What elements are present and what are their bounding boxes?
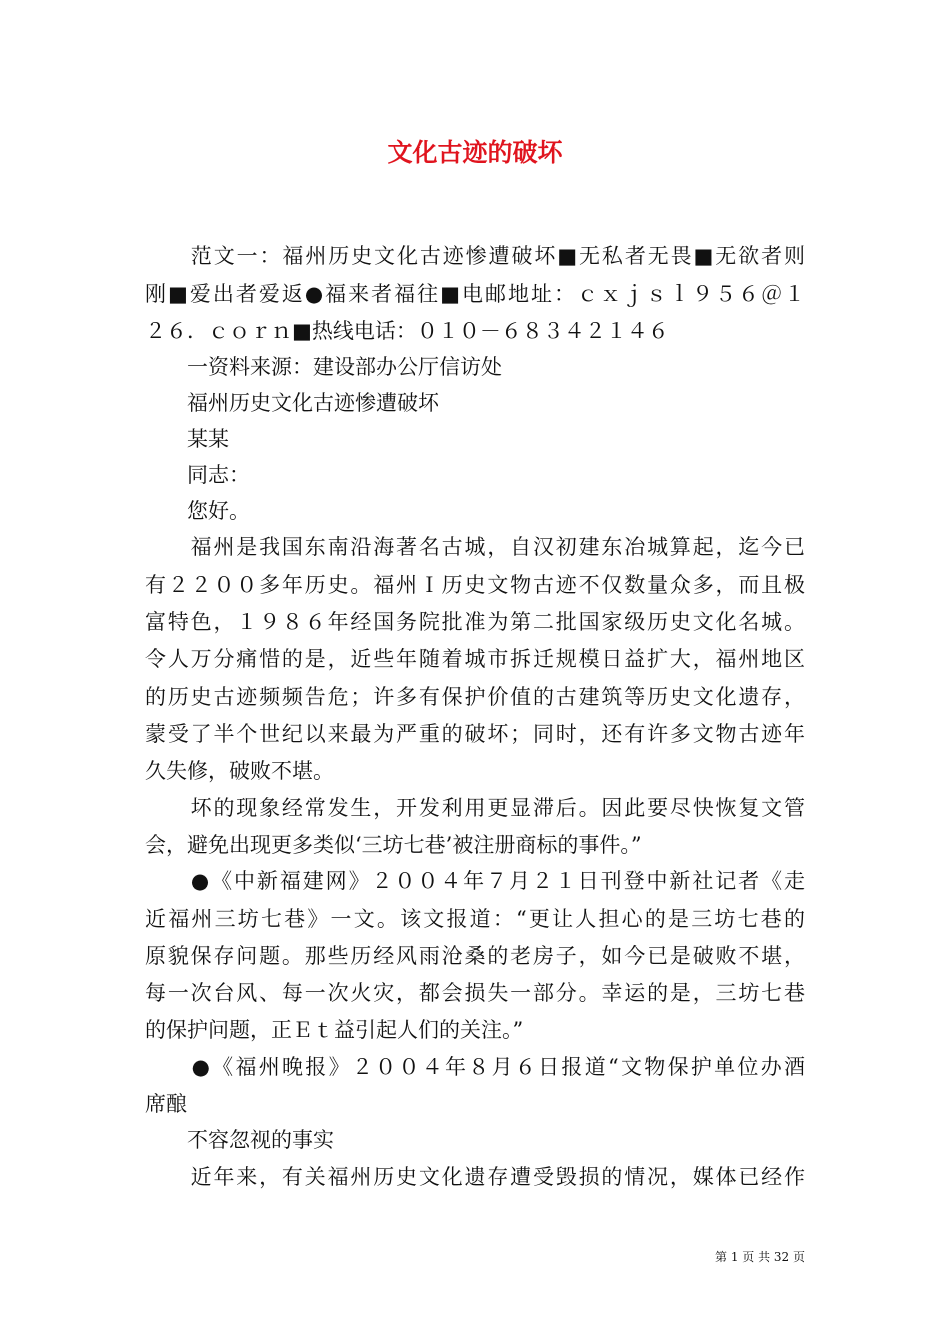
text-line: 同志：: [145, 463, 250, 487]
text-line: 不容忽视的事实: [145, 1128, 334, 1152]
text-line: 的保护问题，正Ｅｔ益引起人们的关注。”: [145, 1018, 524, 1042]
text-line: 福州是我国东南沿海著名古城，自汉初建东冶城算起，迄今已: [145, 535, 805, 559]
text-line: ２６．ｃｏｒｎ■热线电话：０１０－６８３４２１４６: [145, 319, 669, 343]
text-line: ●《中新福建网》２００４年７月２１日刊登中新社记者《走: [145, 869, 805, 893]
text-line: 席酿: [145, 1092, 187, 1116]
text-line: 原貌保存问题。那些历经风雨沧桑的老房子，如今已是破败不堪，: [145, 944, 805, 968]
text-line: 有２２００多年历史。福州Ｉ历史文物古迹不仅数量众多，而且极: [145, 573, 805, 597]
text-line: 久失修，破败不堪。: [145, 759, 334, 783]
text-line: ●《福州晚报》２００４年８月６日报道“文物保护单位办酒: [145, 1055, 805, 1079]
text-line: 范文一：福州历史文化古迹惨遭破坏■无私者无畏■无欲者则: [145, 244, 805, 268]
text-line: 会，避免出现更多类似‘三坊七巷’被注册商标的事件。”: [145, 833, 642, 857]
text-line: 一资料来源：建设部办公厅信访处: [145, 355, 502, 379]
text-line: 富特色，１９８６年经国务院批准为第二批国家级历史文化名城。: [145, 610, 805, 634]
text-line: 的历史古迹频频告危；许多有保护价值的古建筑等历史文化遗存，: [145, 685, 805, 709]
page-number: 第 1 页 共 32 页: [715, 1250, 805, 1264]
text-line: 令人万分痛惜的是，近些年随着城市拆迁规模日益扩大，福州地区: [145, 647, 805, 671]
text-line: 某某: [145, 427, 229, 451]
text-line: 近年来，有关福州历史文化遗存遭受毁损的情况，媒体已经作: [145, 1165, 805, 1189]
text-line: 近福州三坊七巷》一文。该文报道：“更让人担心的是三坊七巷的: [145, 907, 805, 931]
text-line: 刚■爱出者爱返●福来者福往■电邮地址：ｃｘｊｓｌ９５６＠１: [145, 282, 805, 306]
text-line: 每一次台风、每一次火灾，都会损失一部分。幸运的是，三坊七巷: [145, 981, 805, 1005]
document-title: 文化古迹的破坏: [387, 138, 563, 167]
text-line: 蒙受了半个世纪以来最为严重的破坏；同时，还有许多文物古迹年: [145, 722, 805, 746]
text-line: 坏的现象经常发生，开发利用更显滞后。因此要尽快恢复文管: [145, 796, 805, 820]
text-line: 福州历史文化古迹惨遭破坏: [145, 391, 439, 415]
text-line: 您好。: [145, 499, 250, 523]
